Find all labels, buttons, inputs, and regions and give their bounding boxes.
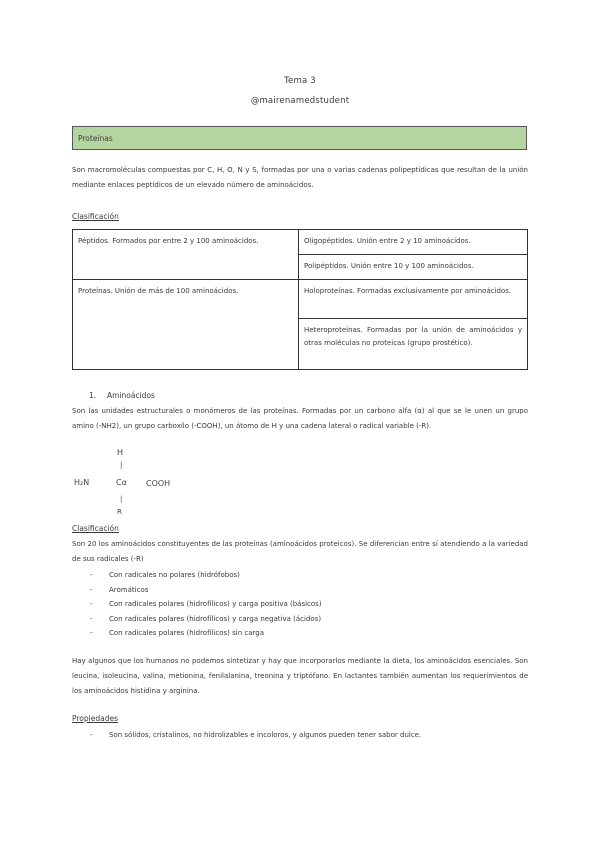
list-item: - Con radicales polares (hidrofílicos) y carga positiva (básicos) <box>90 600 322 608</box>
aminoacids-number: 1. <box>89 391 97 400</box>
section-header-proteinas: Proteínas <box>72 126 527 150</box>
aa-classification-text: Son 20 los aminoácidos constituyentes de las proteínas (aminoácidos proteicos). Se diferencian entre sí atendiendo a la variedad de sus radicales (-R) <box>72 540 528 563</box>
list-item: - Aromáticos <box>90 585 149 594</box>
aminoacid-formula <box>70 448 210 518</box>
formula-right: COOH <box>146 479 171 488</box>
formula-left: H₂N <box>74 478 90 487</box>
cell-heteroproteinas: Heteroproteínas. Formadas por la unión de aminoácidos y otras moléculas no proteicas (grupo prostético). <box>299 319 528 370</box>
cell-peptidos: Péptidos. Formados por entre 2 y 100 aminoácidos. <box>73 230 299 280</box>
list-item: - Con radicales polares (hidrofílicos) y carga negativa (ácidos) <box>90 614 322 623</box>
list-item: - Con radicales no polares (hidrófobos) <box>90 571 240 579</box>
aminoacid-types-list <box>90 568 322 641</box>
formula-center: Cα <box>116 478 127 487</box>
aa-classification-heading: Clasificación <box>72 524 119 533</box>
aminoacids-title: Aminoácidos <box>107 391 155 400</box>
cell-proteinas: Proteínas. Unión de más de 100 aminoácidos. <box>73 280 299 370</box>
properties-list <box>90 728 421 743</box>
intro-paragraph: Son macromoléculas compuestas por C, H, O, N y S, formadas por una o varias cadenas polipeptídicas que resultan de la unión mediante enlaces peptídicos de un elevado número de aminoácidos. <box>72 166 528 189</box>
list-item: - Con radicales polares (hidrofílicos) sin carga <box>90 629 264 637</box>
formula-bond-top: | <box>120 461 123 469</box>
cell-polipeptidos: Polipéptidos. Unión entre 10 y 100 aminoácidos. <box>299 255 528 280</box>
properties-heading: Propiedades <box>72 714 118 723</box>
cell-holoproteinas: Holoproteínas. Formadas exclusivamente por aminoácidos. <box>299 280 528 319</box>
essential-aminoacids-paragraph: Hay algunos que los humanos no podemos sintetizar y hay que incorporarlos mediante la dieta, los aminoácidos esenciales. Son leucina, isoleucina, valina, metionina, fenilalanina, treonina y triptófano. En lactantes también aumentan los requerimientos de los aminoácidos histidina y arginina. <box>72 657 528 695</box>
formula-bottom: R <box>117 508 122 516</box>
formula-top: H <box>117 448 124 457</box>
document-title: Tema 3 <box>284 76 316 86</box>
list-item: - Son sólidos, cristalinos, no hidrolizables e incoloros, y algunos pueden tener sabor dulce. <box>90 731 422 739</box>
document-author: @mairenamedstudent <box>250 96 350 106</box>
aminoacids-description: Son las unidades estructurales o monómeros de las proteínas. Formadas por un carbono alfa (α) al que se le unen un grupo amino (-NH2), un grupo carboxilo (-COOH), un átomo de H y una cadena lateral o radical variable (-R). <box>72 407 528 430</box>
cell-oligopeptidos: Oligopéptidos. Unión entre 2 y 10 aminoácidos. <box>299 230 528 255</box>
formula-bond-bottom: | <box>120 495 123 503</box>
classification-heading: Clasificación <box>72 212 119 221</box>
aminoacids-heading <box>89 391 155 400</box>
classification-table <box>72 229 528 370</box>
